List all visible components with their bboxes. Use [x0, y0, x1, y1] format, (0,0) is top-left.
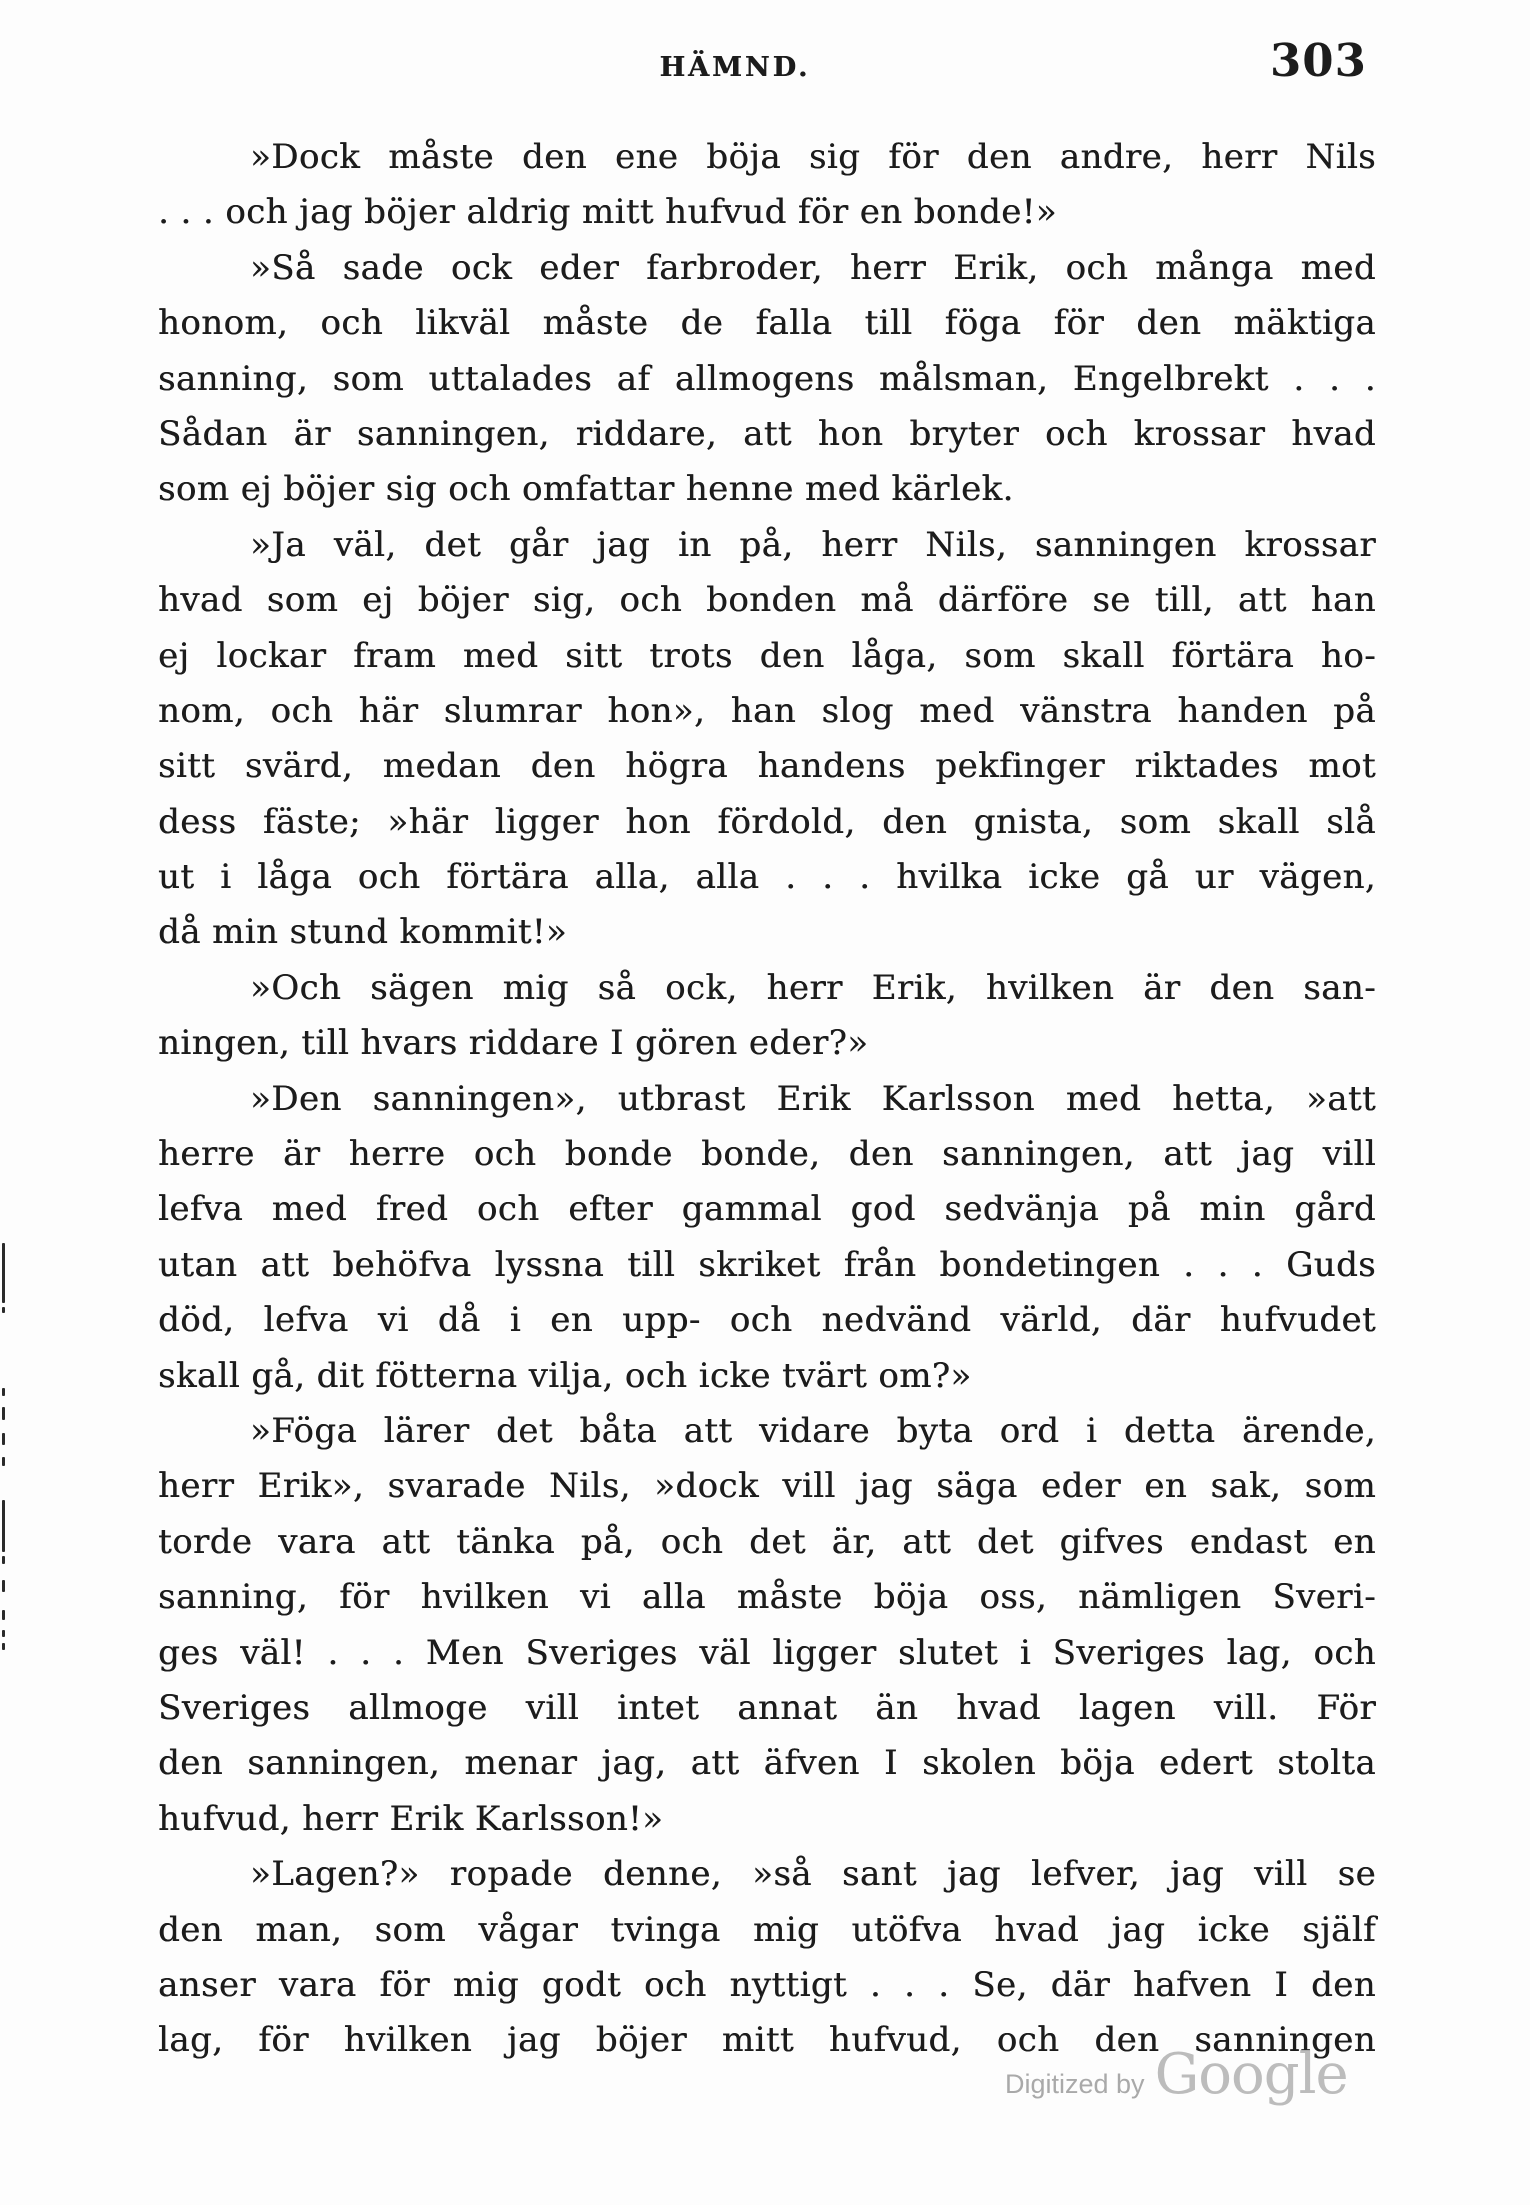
- scan-artifact-mark: [2, 1643, 5, 1650]
- text-line: herr Erik», svarade Nils, »dock vill jag säga eder en sak, som: [158, 1466, 1376, 1507]
- digitized-by-label: Digitized by: [1005, 2069, 1145, 2099]
- text-line: ges väl! . . . Men Sveriges väl ligger slutet i Sveriges lag, och: [158, 1632, 1376, 1673]
- body-text: [158, 130, 1376, 2069]
- text-line: som ej böjer sig och omfattar henne med kärlek.: [158, 469, 1014, 510]
- text-line: sitt svärd, medan den högra handens pekfinger riktades mot: [158, 746, 1376, 787]
- scan-artifact-mark: [2, 1457, 5, 1466]
- scan-artifact-mark: [2, 1243, 5, 1303]
- text-line: ej lockar fram med sitt trots den låga, som skall förtära ho-: [158, 635, 1376, 676]
- text-line: anser vara för mig godt och nyttigt . . . Se, där hafven I den: [158, 1964, 1376, 2005]
- text-line: ningen, till hvars riddare I gören eder?»: [158, 1023, 869, 1064]
- text-line: »Lagen?» ropade denne, »så sant jag lefver, jag vill se: [250, 1854, 1376, 1895]
- scan-artifact-mark: [2, 1556, 5, 1564]
- text-line: Sådan är sanningen, riddare, att hon bryter och krossar hvad: [158, 413, 1376, 454]
- text-line: »Ja väl, det går jag in på, herr Nils, sanningen krossar: [250, 524, 1376, 565]
- scan-artifact-mark: [2, 1610, 5, 1620]
- text-line: utan att behöfva lyssna till skriket från bondetingen . . . Guds: [158, 1244, 1376, 1285]
- text-line: ut i låga och förtära alla, alla . . . hvilka icke gå ur vägen,: [158, 857, 1376, 898]
- page-number: 303: [1270, 34, 1367, 87]
- running-header-title: HÄMND.: [659, 52, 811, 83]
- text-line: dess fäste; »här ligger hon fördold, den gnista, som skall slå: [158, 801, 1376, 842]
- text-line: torde vara att tänka på, och det är, att det gifves endast en: [158, 1521, 1376, 1562]
- scan-artifact-mark: [2, 1407, 5, 1420]
- text-line: »Föga lärer det båta att vidare byta ord i detta ärende,: [250, 1410, 1376, 1451]
- text-line: herre är herre och bonde bonde, den sanningen, att jag vill: [158, 1134, 1376, 1175]
- text-line: lag, för hvilken jag böjer mitt hufvud, och den sanningen: [158, 2020, 1376, 2061]
- text-line: lefva med fred och efter gammal god sedvänja på min gård: [158, 1189, 1376, 1230]
- text-line: »Den sanningen», utbrast Erik Karlsson med hetta, »att: [250, 1078, 1376, 1119]
- text-line: den sanningen, menar jag, att äfven I skolen böja edert stolta: [158, 1743, 1376, 1784]
- text-line: Sveriges allmoge vill intet annat än hvad lagen vill. För: [158, 1687, 1376, 1728]
- text-line: då min stund kommit!»: [158, 912, 568, 953]
- text-line: »Så sade ock eder farbroder, herr Erik, och många med: [250, 247, 1376, 288]
- scan-artifact-mark: [2, 1433, 5, 1445]
- text-line: »Dock måste den ene böja sig för den andre, herr Nils: [250, 137, 1376, 177]
- text-line: död, lefva vi då i en upp- och nedvänd värld, där hufvudet: [158, 1300, 1376, 1341]
- google-logo: Google: [1154, 2042, 1348, 2107]
- text-line: nom, och här slumrar hon», han slog med vänstra handen på: [158, 690, 1376, 731]
- text-line: honom, och likväl måste de falla till föga för den mäktiga: [158, 303, 1376, 344]
- text-line: sanning, som uttalades af allmogens målsman, Engelbrekt . . .: [158, 358, 1376, 399]
- text-line: »Och sägen mig så ock, herr Erik, hvilken är den san-: [250, 967, 1376, 1008]
- text-line: . . . och jag böjer aldrig mitt hufvud för en bonde!»: [158, 192, 1057, 233]
- scan-artifact-mark: [2, 1630, 5, 1637]
- scan-artifact-mark: [2, 1500, 5, 1552]
- digitization-watermark: [1005, 2042, 1348, 2107]
- text-line: hvad som ej böjer sig, och bonden må därföre se till, att han: [158, 580, 1376, 621]
- text-line: skall gå, dit fötterna vilja, och icke tvärt om?»: [158, 1355, 972, 1396]
- scan-artifact-mark: [2, 1580, 5, 1592]
- text-line: den man, som vågar tvinga mig utöfva hvad jag icke själf: [158, 1909, 1376, 1950]
- scan-artifact-mark: [2, 1307, 5, 1313]
- text-line: hufvud, herr Erik Karlsson!»: [158, 1798, 664, 1839]
- scan-artifact-mark: [2, 1388, 5, 1396]
- text-line: sanning, för hvilken vi alla måste böja oss, nämligen Sveri-: [158, 1577, 1376, 1618]
